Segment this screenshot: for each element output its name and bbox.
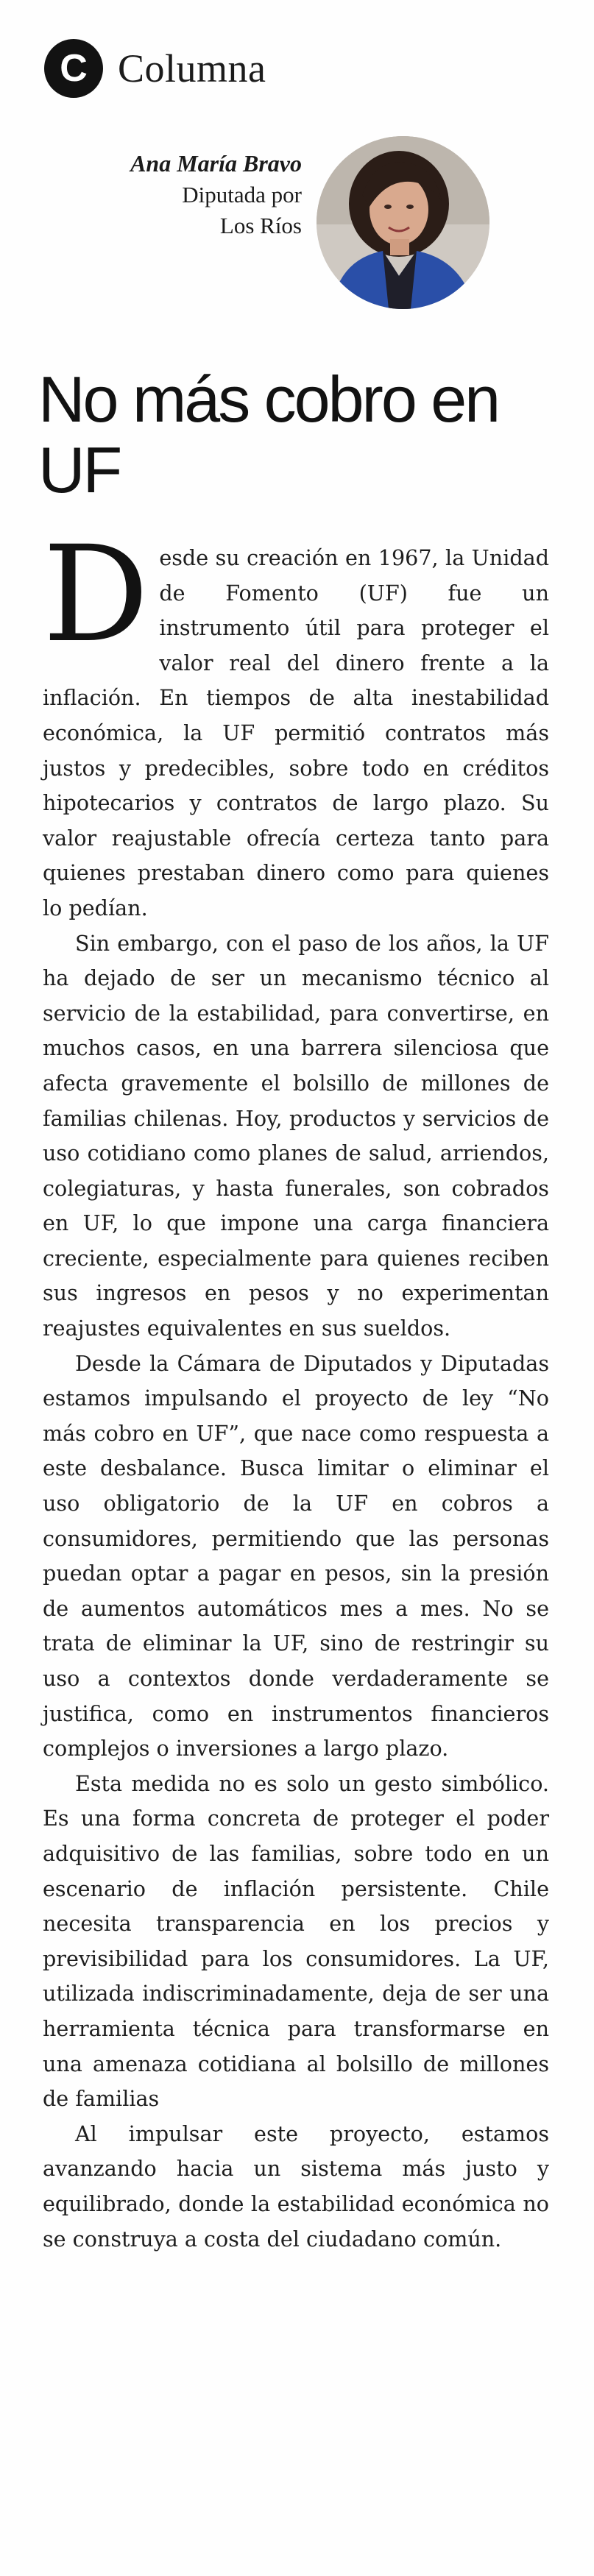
author-role-line-2: Los Ríos [219,213,302,238]
drop-cap: D [43,518,149,672]
section-name: Columna [118,46,266,91]
article-body [43,518,549,2257]
article-paragraph-3: Desde la Cámara de Diputados y Diputadas estamos impulsando el proyecto de ley “No más cobro en UF”, que nace como respuesta a este desbalance. Busca limitar o eliminar el uso obligatorio de la UF en cobros a consumidores, permitiendo que las personas puedan optar a pagar en pesos, sin la presión de aumentos automáticos mes a mes. No se trata de eliminar la UF, sino de restringir su uso a contextos donde verdaderamente se justifica, como en instrumentos financieros complejos o inversiones a largo plazo. [43,1350,549,1761]
author-portrait-illustration [317,136,489,309]
article-paragraph-4: Esta medida no es solo un gesto simbólico. Es una forma concreta de proteger el poder adquisitivo de las familias, sobre todo en un escenario de inflación persistente. Chile necesita transparencia en los precios y previsibilidad para los consumidores. La UF, utilizada indiscriminadamente, deja de ser una herramienta técnica para transformarse en una amenaza cotidiana al bolsillo de millones de familias [43,1770,549,2112]
author-name: Ana María Bravo [130,150,302,177]
paragraph-1-text: esde su creación en 1967, la Unidad de Fomento (UF) fue un instrumento útil para proteger el valor real del dinero frente a la inflación. En tiempos de alta inestabilidad económica, la UF permitió contratos más justos y predecibles, sobre todo en créditos hipotecarios y contratos de largo plazo. Su valor reajustable ofrecía certeza tanto para quienes prestaban dinero como para quienes lo pedían. [43,545,549,920]
author-byline [88,147,302,241]
author-photo [317,136,489,309]
article-paragraph-5: Al impulsar este proyecto, estamos avanzando hacia un sistema más justo y equilibrado, donde la estabilidad económica no se construya a costa del ciudadano común. [43,2121,549,2252]
article-paragraph-2: Sin embargo, con el paso de los años, la UF ha dejado de ser un mecanismo técnico al servicio de la estabilidad, para convertirse, en muchos casos, en una barrera silenciosa que afecta gravemente el bolsillo de millones de familias chilenas. Hoy, productos y servicios de uso cotidiano como planes de salud, arriendos, colegiaturas, y hasta funerales, son cobrados en UF, lo que impone una carga financiera creciente, especialmente para quienes reciben sus ingresos en pesos y no experimentan reajustes equivalentes en sus sueldos. [43,930,549,1341]
column-badge-icon: C [44,39,103,98]
headline: No más cobro en UF [38,363,499,506]
article-paragraph-1 [43,518,549,926]
author-role-line-1: Diputada por [182,182,302,207]
section-header [44,35,266,102]
